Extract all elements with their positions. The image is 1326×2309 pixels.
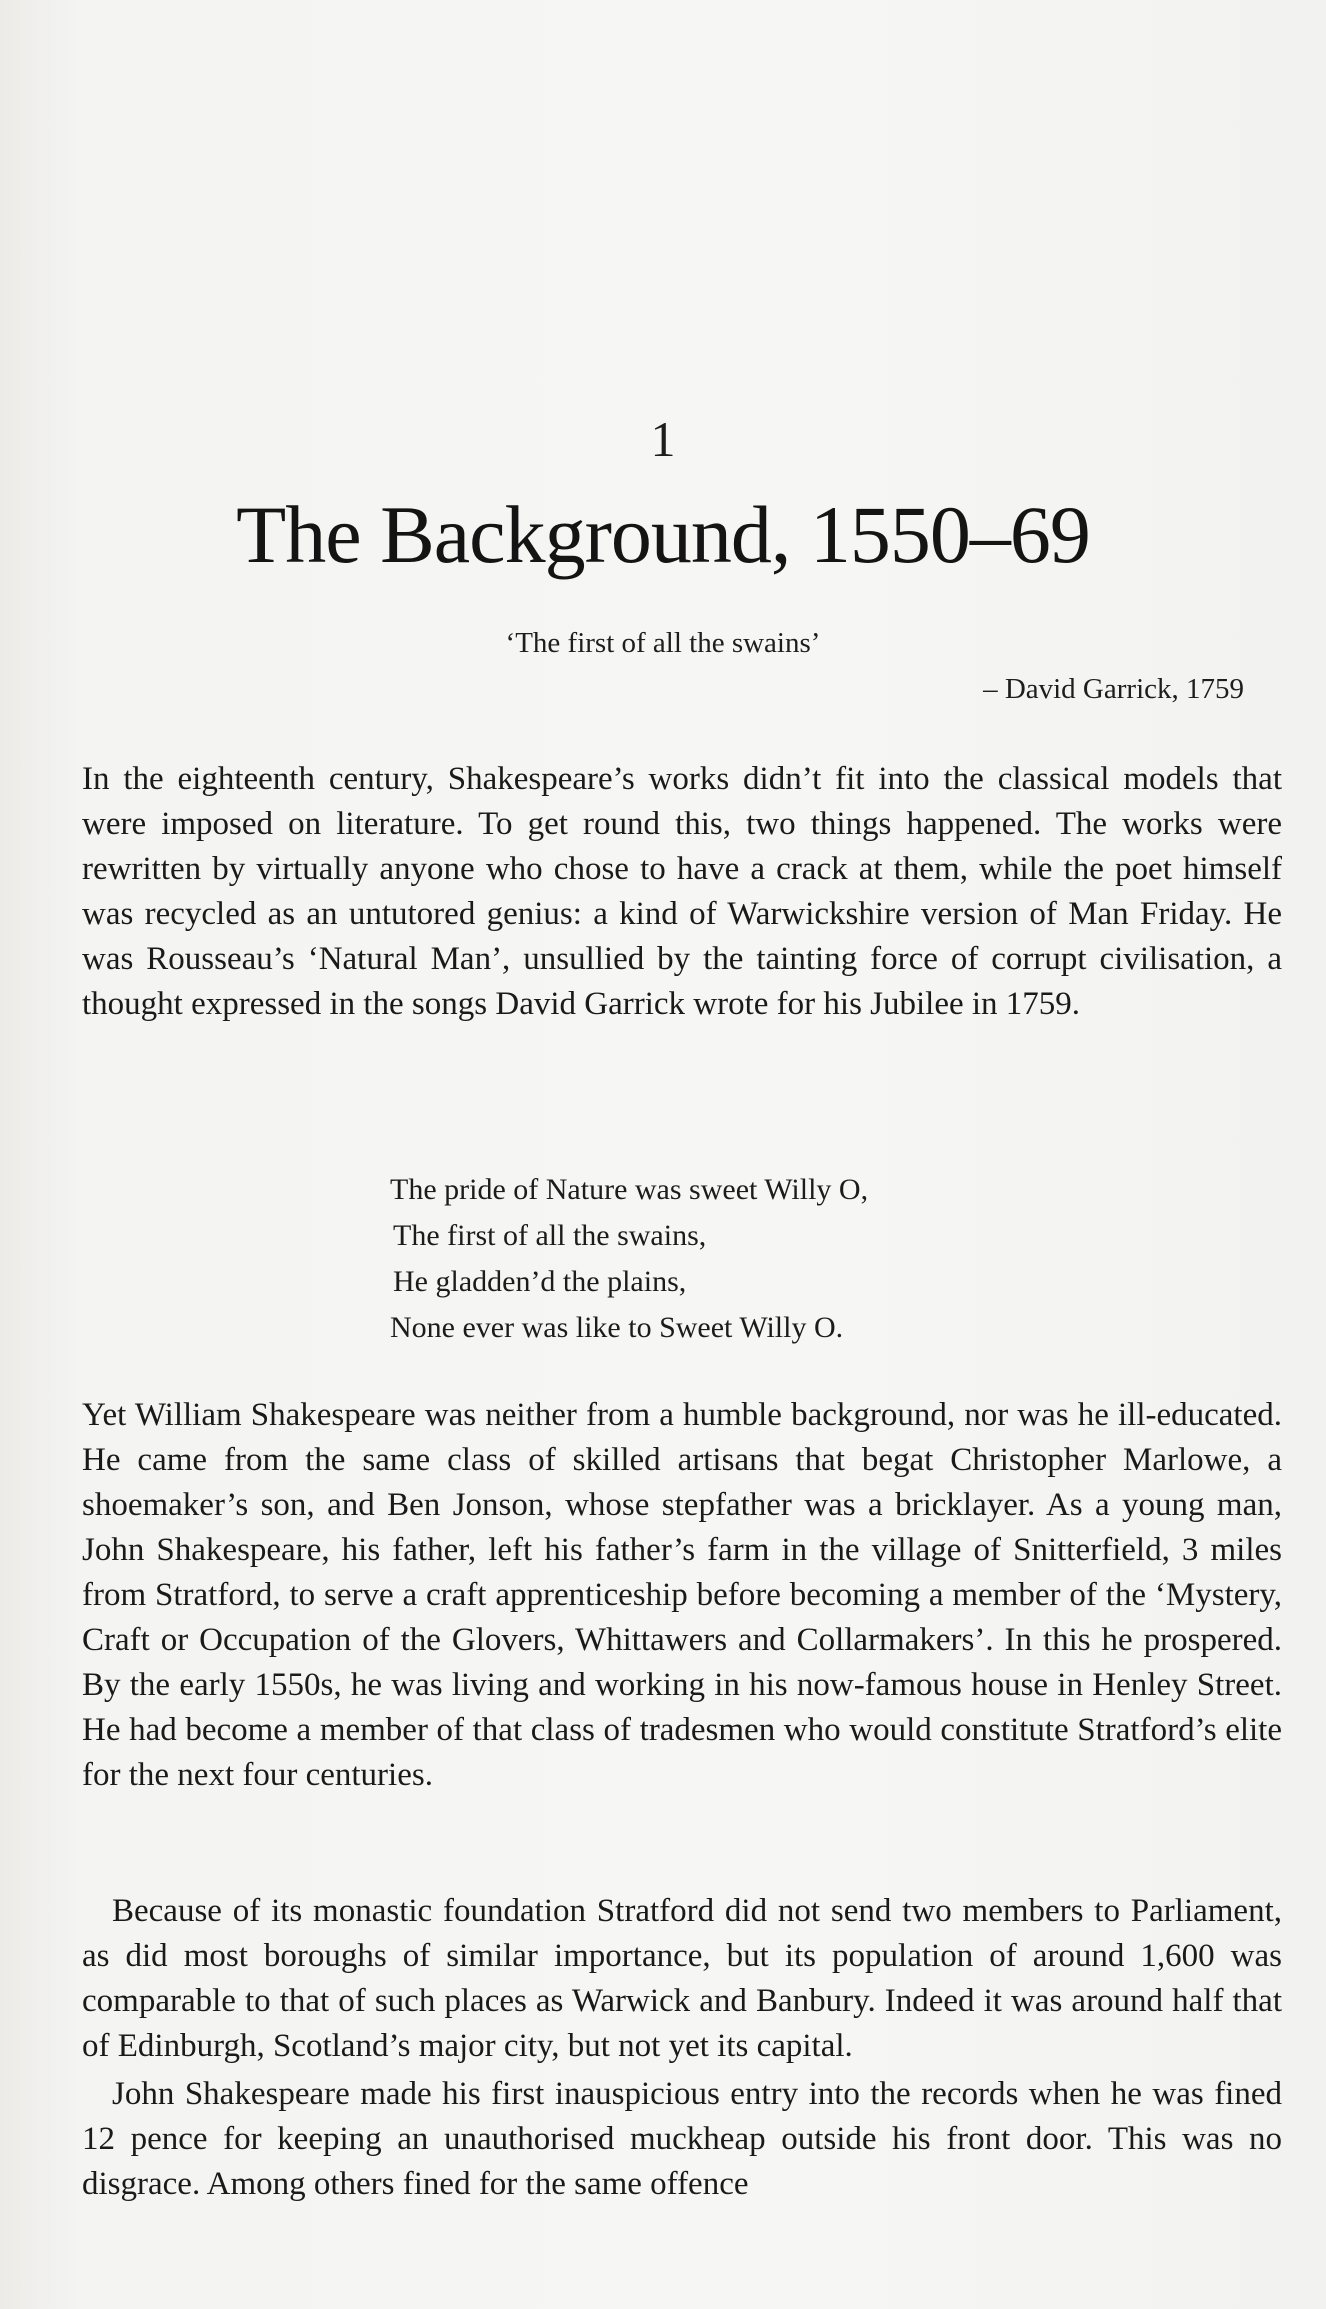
verse-line: The pride of Nature was sweet Willy O, [390,1173,869,1206]
show-through-header [0,82,1326,114]
verse-line: He gladden’d the plains, [393,1265,687,1298]
epigraph-attribution: – David Garrick, 1759 [983,673,1244,705]
paragraph-3: Because of its monastic foundation Stratford did not send two members to Parliament, as did most boroughs of similar importance, but its population of around 1,600 was comparable to that of such places as Warwick and Banbury. Indeed it was around half that of Edinburgh, Scotland’s major city, but not yet its capital. [82,1893,1282,2064]
verse-line: The first of all the swains, [393,1219,707,1252]
paragraph-4: John Shakespeare made his first inauspicious entry into the records when he was fined 12 pence for keeping an unauthorised muckheap outside his front door. This was no disgrace. Among others fined for the same offence [82,2076,1282,2202]
verse-block [390,1167,868,1351]
paragraph-2: Yet William Shakespeare was neither from a humble background, nor was he ill-educated. He came from the same class of skilled artisans that begat Christopher Marlowe, a shoemaker’s son, and Ben Jonson, whose stepfather was a bricklayer. As a young man, John Shakespeare, his father, left his father’s farm in the village of Snitterfield, 3 miles from Stratford, to serve a craft apprenticeship before becoming a member of the ‘Mystery, Craft or Occupation of the Glovers, Whittawers and Collarmakers’. In this he prospered. By the early 1550s, he was living and working in his now-famous house in Henley Street. He had become a member of that class of tradesmen who would constitute Stratford’s elite for the next four centuries. [82,1397,1282,1793]
chapter-number: 1 [650,411,676,467]
epigraph-quote: ‘The first of all the swains’ [505,627,821,659]
chapter-title: The Background, 1550–69 [236,489,1090,580]
verse-line: None ever was like to Sweet Willy O. [390,1311,844,1344]
paragraph-1: In the eighteenth century, Shakespeare’s works didn’t fit into the classical models that were imposed on literature. To get round this, two things happened. The works were rewritten by virtually anyone who chose to have a crack at them, while the poet himself was recycled as an untutored genius: a kind of Warwickshire version of Man Friday. He was Rousseau’s ‘Natural Man’, unsullied by the tainting force of corrupt civilisation, a thought expressed in the songs David Garrick wrote for his Jubilee in 1759. [82,761,1282,1022]
